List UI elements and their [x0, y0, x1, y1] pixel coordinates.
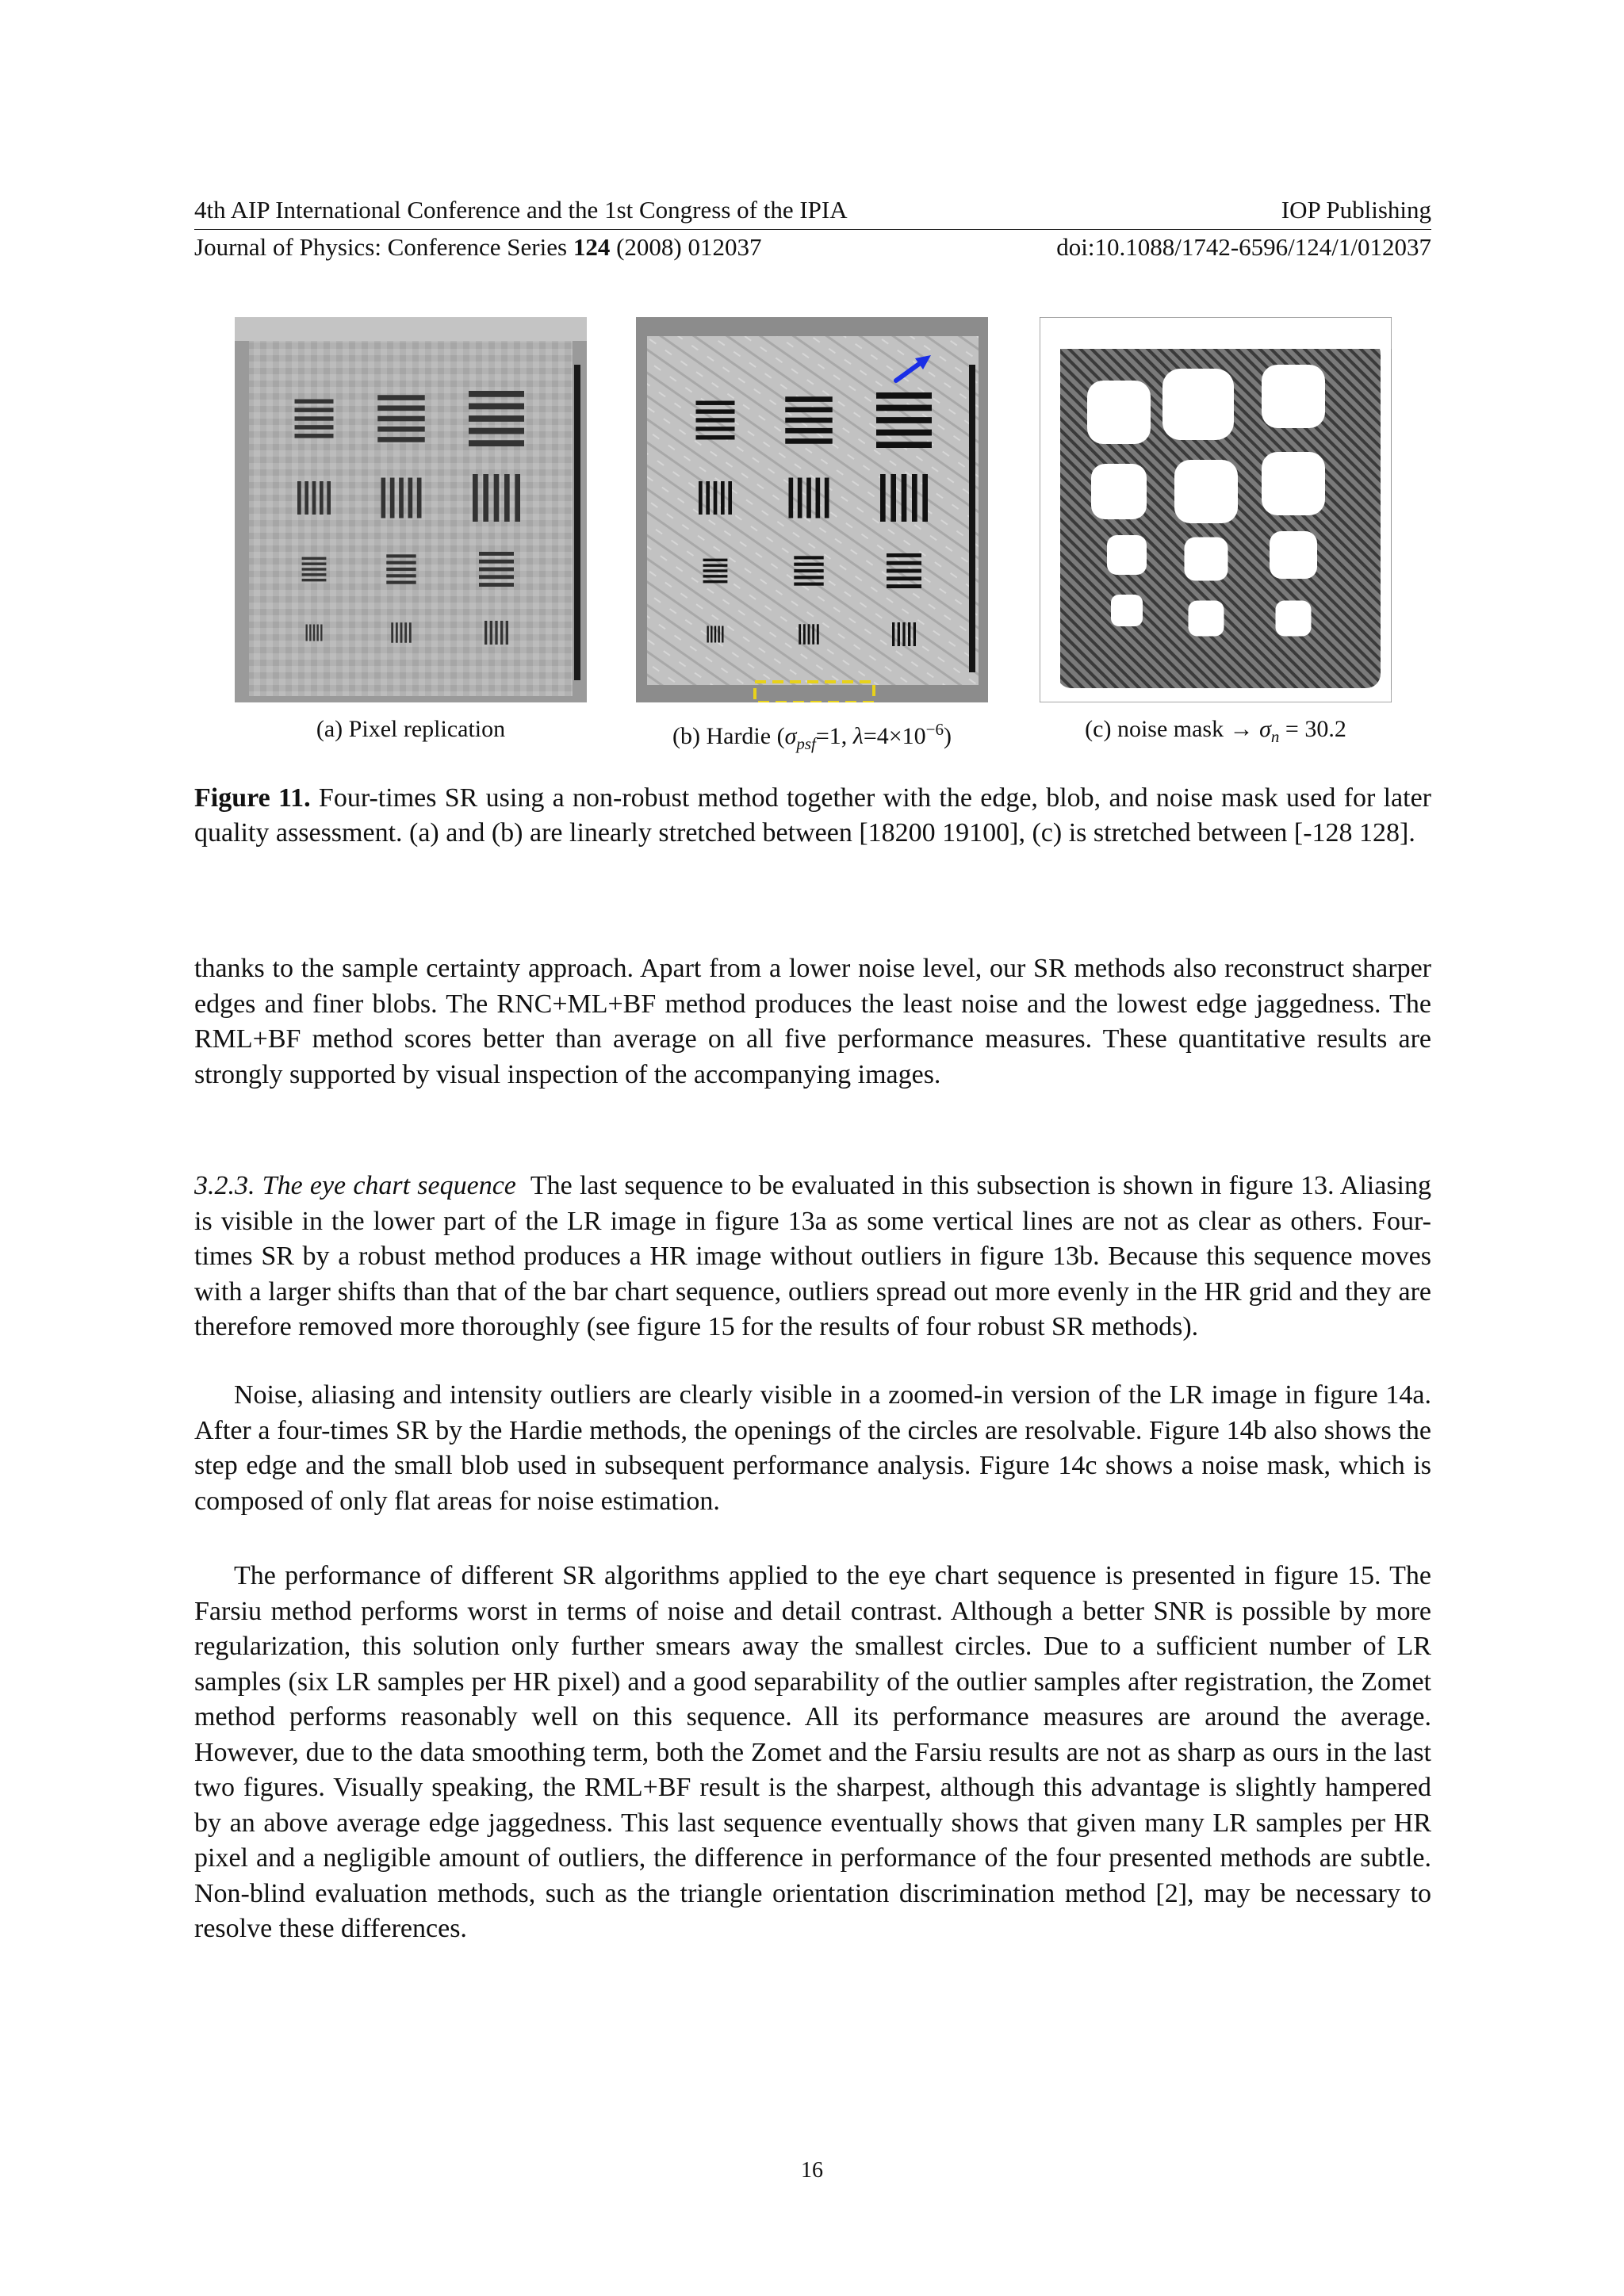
- figure-caption: Figure 11. Four-times SR using a non-robust method together with the edge, blob, and noise mask used for later quality assessment. (a) and (b) are linearly stretched between [18200 19100], (c) is stretched between [-128 128].: [194, 783, 1431, 848]
- figure-panel-noise-mask: [1040, 317, 1392, 702]
- header-rule: [194, 229, 1431, 230]
- volume-number: 124: [573, 233, 611, 261]
- page-number: 16: [801, 2158, 823, 2183]
- pixel-replication-image: [235, 317, 587, 702]
- section-paragraph: 3.2.3. The eye chart sequence The last sequence to be evaluated in this subsection is shown in figure 13. Aliasing is visible in the lower part of the LR image in figure 13a as some vertical lines are not as clear as others. Four-times SR by a robust method produces a HR image without outliers in figure 13b. Because this sequence moves with a larger shifts than that of the bar chart sequence, outliers spread out more evenly in the HR grid and they are therefore removed more thoroughly (see figure 15 for the results of four robust SR methods).: [194, 1171, 1432, 1341]
- figure-panel-pixel-replication: [235, 317, 587, 702]
- publisher-name: IOP Publishing: [1281, 196, 1431, 224]
- running-header-bottom: [194, 232, 1431, 263]
- body-paragraph: Noise, aliasing and intensity outliers are clearly visible in a zoomed-in version of the LR image in figure 14a. After a four-times SR by the Hardie methods, the openings of the circles are resolvable. Figure 14b also shows the step edge and the small blob used in subsequent performance analysis. Figure 14c shows a noise mask, which is composed of only flat areas for noise estimation.: [194, 1380, 1431, 1516]
- flat-area-blob: [1270, 531, 1317, 579]
- body-paragraph: thanks to the sample certainty approach. Apart from a lower noise level, our SR methods also reconstruct sharper edges and finer blobs. The RNC+ML+BF method produces the least noise and the lowest edge jaggedness. The RML+BF method scores better than average on all five performance measures. These quantitative results are strongly supported by visual inspection of the accompanying images.: [194, 954, 1431, 1089]
- conference-name: 4th AIP International Conference and the 1st Congress of the IPIA: [194, 196, 848, 224]
- flat-area-blob: [1185, 538, 1228, 581]
- subcaption-a: (a) Pixel replication: [316, 716, 506, 742]
- figure-label: Figure 11.: [194, 783, 311, 813]
- subcaption-c: (c) noise mask → $\sigma_n = 30.2$: [1085, 716, 1346, 746]
- flat-area-blob: [1276, 601, 1312, 637]
- running-header-top: [194, 194, 1431, 226]
- flat-area-blob: [1162, 369, 1234, 440]
- hardie-image: [636, 317, 988, 702]
- flat-area-blob: [1091, 464, 1147, 519]
- section-title: 3.2.3. The eye chart sequence: [194, 1171, 516, 1200]
- journal-citation: Journal of Physics: Conference Series 124 (2008) 012037: [194, 233, 762, 261]
- flat-area-blob: [1087, 381, 1151, 444]
- flat-area-blob: [1262, 452, 1325, 515]
- flat-area-blob: [1189, 601, 1224, 637]
- flat-area-blob: [1111, 595, 1143, 626]
- flat-area-blob: [1174, 460, 1238, 523]
- noise-mask-image: [1040, 317, 1392, 702]
- doi: doi:10.1088/1742-6596/124/1/012037: [1056, 233, 1431, 261]
- body-paragraph: The performance of different SR algorithms applied to the eye chart sequence is presented in figure 15. The Farsiu method performs worst in terms of noise and detail contrast. Although a better SNR is possible by more regularization, this solution only further smears away the smallest circles. Due to a sufficient number of LR samples (six LR samples per HR pixel) and a good separability of the outlier samples after registration, the Zomet method performs reasonably well on this sequence. All its performance measures are around the average. However, due to the data smoothing term, both the Zomet and the Farsiu results are not as sharp as ours in the last two figures. Visually speaking, the RML+BF result is the sharpest, although this advantage is slightly hampered by an above average edge jaggedness. This last sequence eventually shows that given many LR samples per HR pixel and a negligible amount of outliers, the difference in performance of the four presented methods are subtle. Non-blind evaluation methods, such as the triangle orientation discrimination method [2], may be necessary to resolve these differences.: [194, 1561, 1431, 1943]
- flat-area-blob: [1107, 535, 1147, 575]
- flat-area-blob: [1262, 365, 1325, 428]
- figure-panel-hardie: [636, 317, 988, 702]
- subcaption-b: (b) Hardie ($\sigma_{psf}=1$, $\lambda=4\times 10^{-6}$): [672, 720, 952, 753]
